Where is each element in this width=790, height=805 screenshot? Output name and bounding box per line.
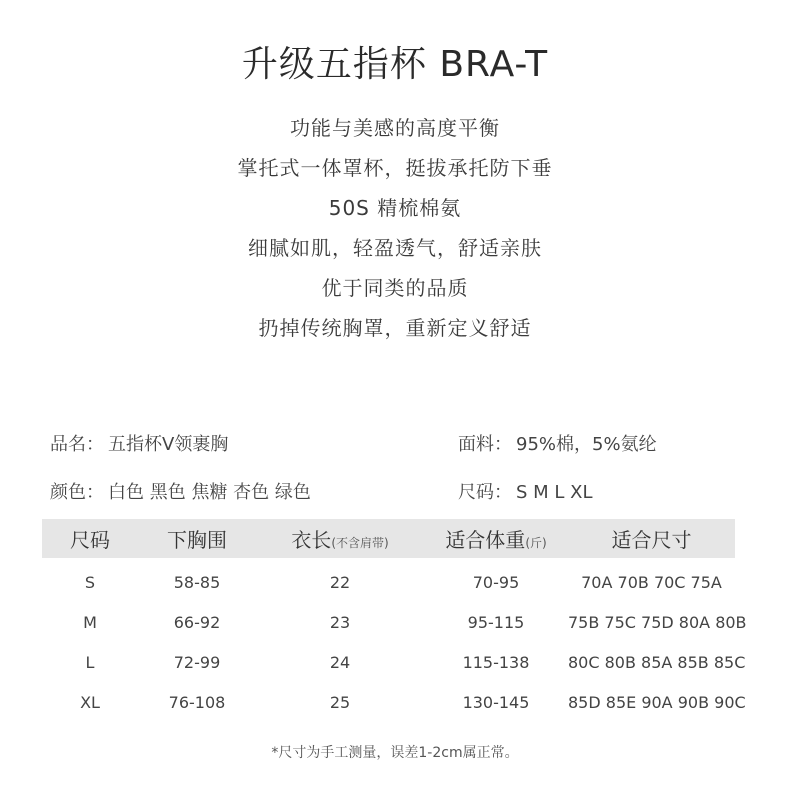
- header-weight-note: (斤): [525, 536, 547, 550]
- color-label: 颜色：: [50, 482, 104, 503]
- cell-fit: 85D 85E 90A 90B 90C: [568, 692, 746, 712]
- header-weight-label: 适合体重: [445, 528, 526, 552]
- header-fit: 适合尺寸: [568, 519, 735, 558]
- color-value: 白色 黑色 焦糖 杏色 绿色: [108, 482, 311, 503]
- cell-size: L: [85, 652, 95, 672]
- cell-underbust: 76-108: [168, 692, 226, 712]
- cell-weight: 130-145: [462, 692, 530, 712]
- cell-weight: 95-115: [467, 612, 525, 632]
- color-info: [50, 478, 311, 504]
- cell-underbust: 72-99: [173, 652, 221, 672]
- size-value: S M L XL: [516, 482, 593, 503]
- header-length: [256, 519, 424, 558]
- cell-underbust: 58-85: [173, 572, 221, 592]
- fabric-value: 95%棉，5%氨纶: [516, 434, 657, 455]
- size-chart-table: [42, 519, 747, 722]
- cell-fit: 70A 70B 70C 75A: [581, 572, 722, 592]
- cell-fit: 80C 80B 85A 85B 85C: [568, 652, 746, 672]
- header-weight: [424, 519, 568, 558]
- feature-item: 功能与美感的高度平衡: [290, 116, 500, 140]
- header-size: 尺码: [42, 519, 138, 558]
- product-title: 升级五指杯 BRA-T: [241, 44, 549, 85]
- table-row: [42, 642, 735, 682]
- cell-length: 22: [329, 572, 351, 592]
- header-length-label: 衣长: [291, 528, 332, 552]
- size-label: 尺码：: [458, 482, 512, 503]
- cell-underbust: 66-92: [173, 612, 221, 632]
- table-row: [42, 602, 735, 642]
- size-info: [458, 478, 593, 504]
- cell-fit: 75B 75C 75D 80A 80B: [568, 612, 747, 632]
- feature-item: 扔掉传统胸罩，重新定义舒适: [258, 316, 532, 340]
- header-underbust: 下胸围: [138, 519, 256, 558]
- table-row: [42, 682, 735, 722]
- header-length-note: (不含肩带): [331, 536, 389, 550]
- product-name-info: [50, 430, 228, 456]
- product-name-label: 品名：: [50, 434, 104, 455]
- measurement-footnote: *尺寸为手工测量，误差1-2cm属正常。: [271, 745, 519, 761]
- cell-length: 25: [329, 692, 351, 712]
- cell-size: S: [84, 572, 96, 592]
- table-row: [42, 558, 735, 602]
- feature-item: 50S 精梳棉氨: [328, 196, 462, 220]
- feature-item: 掌托式一体罩杯，挺拔承托防下垂: [237, 156, 553, 180]
- fabric-info: [458, 430, 657, 456]
- cell-length: 23: [329, 612, 351, 632]
- cell-weight: 115-138: [462, 652, 530, 672]
- product-name-value: 五指杯V领裹胸: [108, 434, 229, 455]
- fabric-label: 面料：: [458, 434, 512, 455]
- cell-size: XL: [80, 692, 100, 712]
- table-header-row: [42, 519, 735, 558]
- feature-list: [0, 108, 790, 348]
- cell-length: 24: [329, 652, 351, 672]
- feature-item: 优于同类的品质: [321, 276, 469, 300]
- feature-item: 细腻如肌，轻盈透气，舒适亲肤: [248, 236, 542, 260]
- cell-weight: 70-95: [472, 572, 520, 592]
- cell-size: M: [83, 612, 97, 632]
